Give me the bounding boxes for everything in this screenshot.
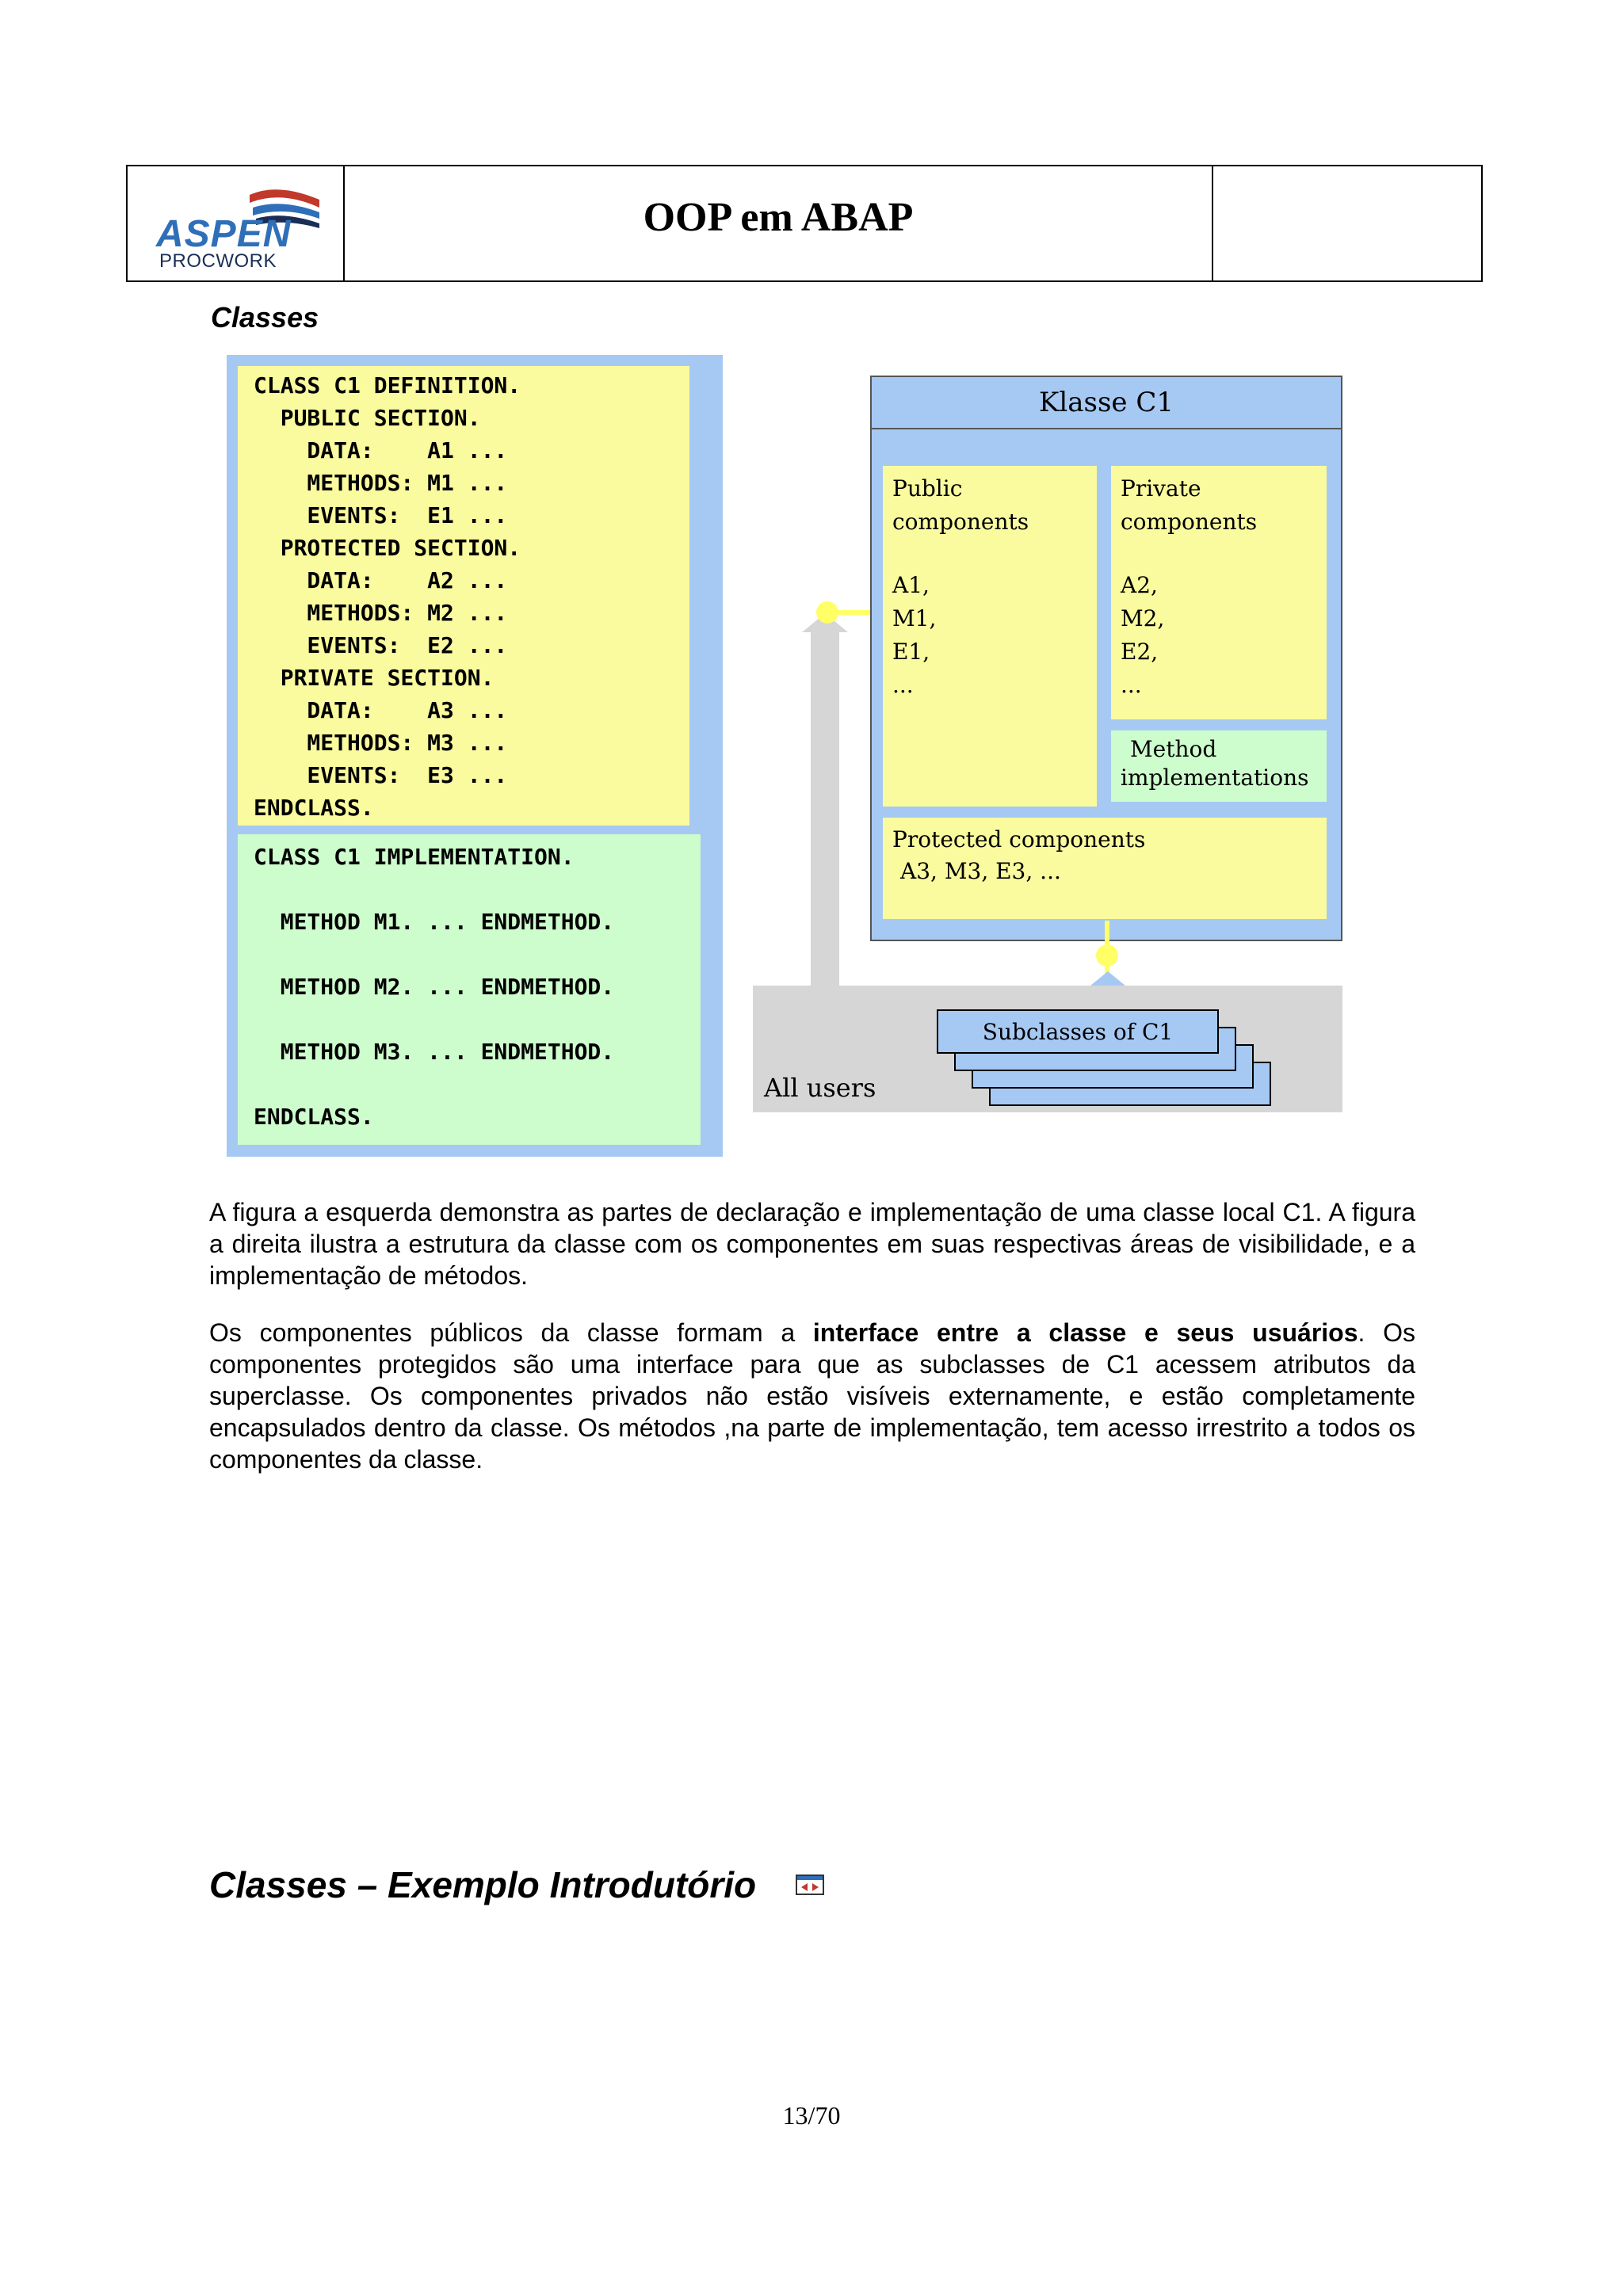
paragraph-1: A figura a esquerda demonstra as partes de declaração e implementação de uma classe local C1. A figura a direita ilustra a estrutura da classe com os componentes em suas respectivas áreas de visibilidade, e a implementação de métodos. xyxy=(209,1198,1415,1290)
definition-line: METHODS: M1 ... xyxy=(254,470,508,496)
users-access-arrow xyxy=(811,629,839,986)
protected-label: Protected components xyxy=(892,826,1146,852)
private-item: E2, xyxy=(1121,639,1159,665)
method-impl-label-1: Method xyxy=(1130,736,1217,762)
implementation-line xyxy=(254,938,701,971)
page-header xyxy=(126,165,1483,282)
definition-line: DATA: A3 ... xyxy=(254,697,508,723)
private-label-2: components xyxy=(1121,509,1258,535)
paragraph-2-bold: interface entre a classe e seus usuários xyxy=(812,1318,1358,1347)
subclass-arrow-head xyxy=(1090,971,1125,986)
subclass-card-front xyxy=(937,1009,1219,1054)
definition-line: CLASS C1 DEFINITION. xyxy=(254,372,521,399)
paragraph-2 xyxy=(209,1317,1415,1475)
public-item: ... xyxy=(892,672,914,698)
section-heading: Classes xyxy=(211,301,319,334)
all-users-label: All users xyxy=(764,1073,876,1103)
protected-components-box xyxy=(883,818,1327,919)
definition-line: DATA: A2 ... xyxy=(254,567,508,593)
class-definition-code xyxy=(238,366,689,826)
public-item: E1, xyxy=(892,639,930,665)
public-item: M1, xyxy=(892,605,937,631)
title-cell xyxy=(345,166,1213,280)
definition-line: METHODS: M3 ... xyxy=(254,730,508,756)
subclasses-label: Subclasses of C1 xyxy=(982,1018,1174,1045)
private-components-box xyxy=(1111,466,1327,719)
definition-line: DATA: A1 ... xyxy=(254,437,508,463)
code-panel xyxy=(227,355,723,1157)
implementation-line: CLASS C1 IMPLEMENTATION. xyxy=(254,844,575,870)
private-item: M2, xyxy=(1121,605,1165,631)
public-label-1: Public xyxy=(892,475,963,502)
implementation-line xyxy=(254,1068,701,1100)
definition-line: EVENTS: E2 ... xyxy=(254,632,508,658)
document-title: OOP em ABAP xyxy=(643,194,914,240)
paragraph-2-start: Os componentes públicos da classe formam a xyxy=(209,1318,813,1347)
definition-line: EVENTS: E1 ... xyxy=(254,502,508,528)
definition-line: PROTECTED SECTION. xyxy=(254,535,521,561)
private-item: A2, xyxy=(1121,572,1158,598)
method-impl-label-2: implementations xyxy=(1121,765,1309,791)
example-heading: Classes – Exemplo Introdutório xyxy=(209,1864,757,1905)
public-connector-dot xyxy=(816,601,838,624)
public-item: A1, xyxy=(892,572,930,598)
definition-line: PRIVATE SECTION. xyxy=(254,665,495,691)
definition-line: EVENTS: E3 ... xyxy=(254,762,508,788)
definition-line: ENDCLASS. xyxy=(254,795,374,821)
definition-line: METHODS: M2 ... xyxy=(254,600,508,626)
paragraph-2-end: . Os componentes protegidos são uma interface para que as subclasses de C1 acessem atributos da superclasse. Os componentes privados não estão visíveis externamente, e estão completamente encapsulados dentro da classe. Os métodos ,na parte de implementação, tem acesso irrestrito a todos os componentes da classe. xyxy=(209,1318,1416,1474)
logo-procwork-text: PROCWORK xyxy=(159,250,277,272)
public-components-box xyxy=(883,466,1097,807)
implementation-line: ENDCLASS. xyxy=(254,1104,374,1130)
class-structure-diagram xyxy=(753,376,1342,1112)
class-implementation-code xyxy=(238,834,701,1145)
logo-aspen-text: ASPEN xyxy=(156,213,292,255)
example-link-icon[interactable] xyxy=(796,1875,824,1895)
protected-items: A3, M3, E3, ... xyxy=(900,858,1061,884)
private-label-1: Private xyxy=(1121,475,1201,502)
klasse-box xyxy=(870,376,1342,941)
implementation-line xyxy=(254,873,701,906)
implementation-line: METHOD M3. ... ENDMETHOD. xyxy=(254,1039,615,1065)
implementation-line: METHOD M2. ... ENDMETHOD. xyxy=(254,974,615,1000)
page-number: 13/70 xyxy=(782,2101,841,2130)
private-item: ... xyxy=(1121,672,1142,698)
header-blank-cell xyxy=(1213,166,1481,280)
subclass-connector-dot xyxy=(1096,944,1118,967)
method-implementations-box xyxy=(1111,730,1327,802)
implementation-line: METHOD M1. ... ENDMETHOD. xyxy=(254,909,615,935)
definition-line: PUBLIC SECTION. xyxy=(254,405,481,431)
implementation-line xyxy=(254,1003,701,1035)
public-label-2: components xyxy=(892,509,1029,535)
klasse-title: Klasse C1 xyxy=(872,377,1341,429)
logo-cell xyxy=(128,166,345,280)
